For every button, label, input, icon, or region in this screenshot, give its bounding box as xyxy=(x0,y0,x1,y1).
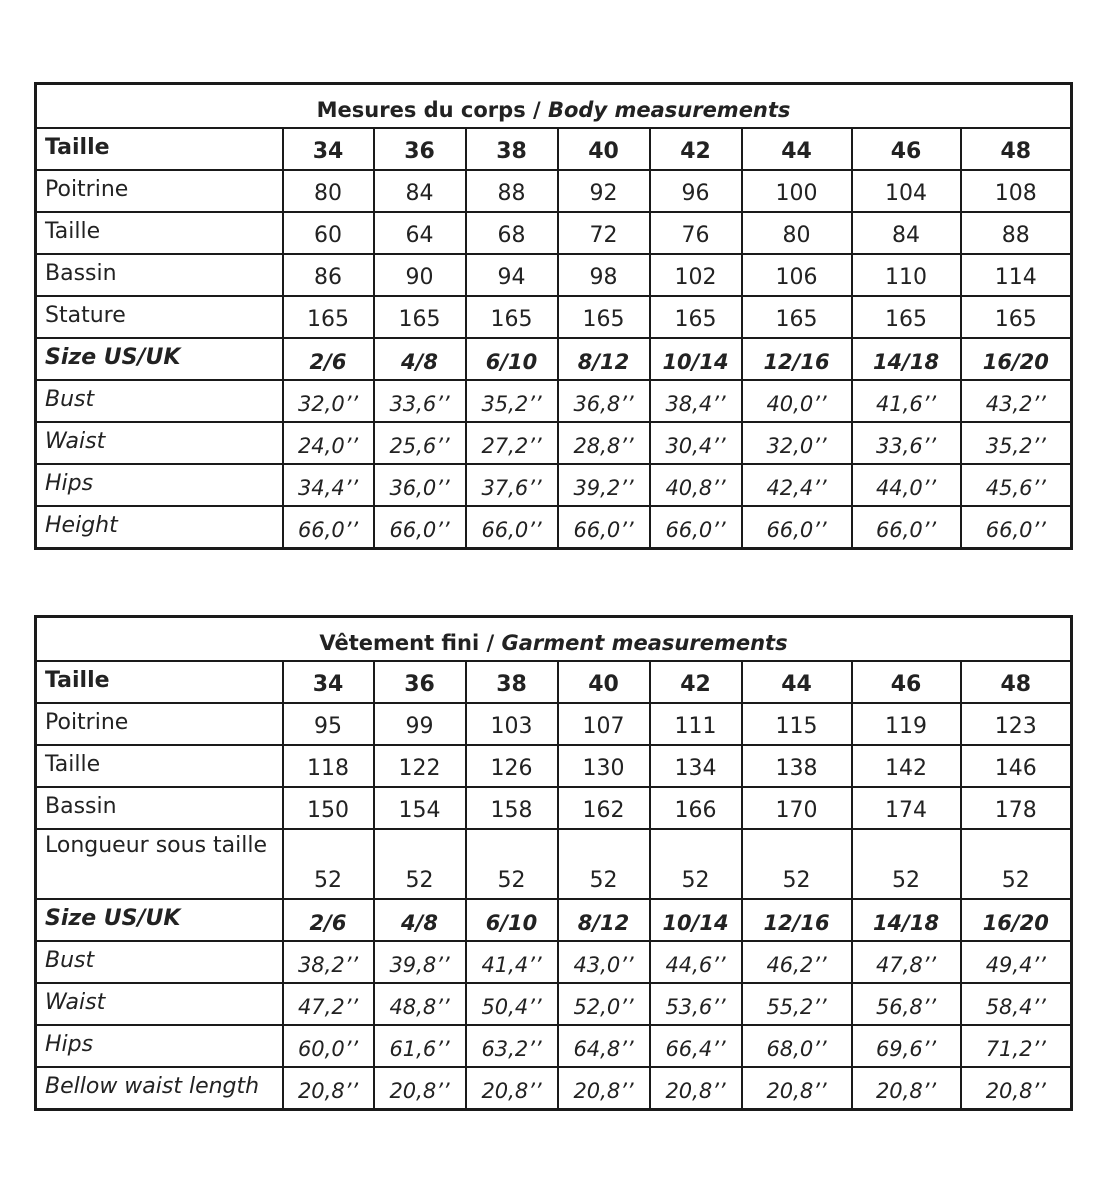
cell: 66,0’’ xyxy=(742,506,852,548)
cell: 150 xyxy=(283,787,374,829)
cell: 118 xyxy=(283,745,374,787)
cell: 94 xyxy=(466,254,558,296)
cell: 130 xyxy=(558,745,650,787)
cell: 28,8’’ xyxy=(558,422,650,464)
row-label: Taille xyxy=(36,661,283,703)
row-label: Longueur sous taille xyxy=(36,829,283,899)
row-label: Taille xyxy=(36,128,283,170)
cell: 52 xyxy=(742,829,852,899)
cell: 6/10 xyxy=(466,338,558,380)
row-label: Bassin xyxy=(36,254,283,296)
cell: 60,0’’ xyxy=(283,1025,374,1067)
cell: 80 xyxy=(742,212,852,254)
row-label: Bassin xyxy=(36,787,283,829)
cell: 39,8’’ xyxy=(374,941,466,983)
cell: 39,2’’ xyxy=(558,464,650,506)
table-row xyxy=(36,380,1072,422)
cell: 103 xyxy=(466,703,558,745)
cell: 123 xyxy=(961,703,1072,745)
table-row xyxy=(36,170,1072,212)
cell: 20,8’’ xyxy=(852,1067,961,1109)
cell: 42 xyxy=(650,128,742,170)
table-row xyxy=(36,787,1072,829)
cell: 38,2’’ xyxy=(283,941,374,983)
cell: 20,8’’ xyxy=(961,1067,1072,1109)
cell: 32,0’’ xyxy=(742,422,852,464)
cell: 68 xyxy=(466,212,558,254)
row-label: Waist xyxy=(36,422,283,464)
row-label: Hips xyxy=(36,1025,283,1067)
cell: 146 xyxy=(961,745,1072,787)
cell: 27,2’’ xyxy=(466,422,558,464)
table-row xyxy=(36,212,1072,254)
size-fr-header-row xyxy=(36,661,1072,703)
cell: 165 xyxy=(374,296,466,338)
cell: 36 xyxy=(374,661,466,703)
cell: 35,2’’ xyxy=(466,380,558,422)
row-label: Bust xyxy=(36,941,283,983)
cell: 8/12 xyxy=(558,899,650,941)
cell: 63,2’’ xyxy=(466,1025,558,1067)
cell: 46,2’’ xyxy=(742,941,852,983)
row-label: Poitrine xyxy=(36,703,283,745)
cell: 6/10 xyxy=(466,899,558,941)
cell: 40,8’’ xyxy=(650,464,742,506)
cell: 44 xyxy=(742,128,852,170)
table-row xyxy=(36,703,1072,745)
cell: 102 xyxy=(650,254,742,296)
cell: 76 xyxy=(650,212,742,254)
cell: 53,6’’ xyxy=(650,983,742,1025)
cell: 52 xyxy=(650,829,742,899)
cell: 38,4’’ xyxy=(650,380,742,422)
cell: 2/6 xyxy=(283,338,374,380)
cell: 45,6’’ xyxy=(961,464,1072,506)
cell: 134 xyxy=(650,745,742,787)
cell: 52 xyxy=(961,829,1072,899)
cell: 46 xyxy=(852,661,961,703)
cell: 40 xyxy=(558,661,650,703)
cell: 16/20 xyxy=(961,899,1072,941)
body-measurements-table xyxy=(34,82,1073,550)
cell: 36,0’’ xyxy=(374,464,466,506)
cell: 44,0’’ xyxy=(852,464,961,506)
cell: 50,4’’ xyxy=(466,983,558,1025)
cell: 86 xyxy=(283,254,374,296)
cell: 162 xyxy=(558,787,650,829)
row-label: Size US/UK xyxy=(36,899,283,941)
cell: 48 xyxy=(961,128,1072,170)
cell: 72 xyxy=(558,212,650,254)
table-row xyxy=(36,422,1072,464)
cell: 20,8’’ xyxy=(283,1067,374,1109)
row-label: Height xyxy=(36,506,283,548)
row-label: Size US/UK xyxy=(36,338,283,380)
cell: 170 xyxy=(742,787,852,829)
cell: 96 xyxy=(650,170,742,212)
table-row xyxy=(36,983,1072,1025)
table-row xyxy=(36,254,1072,296)
cell: 42,4’’ xyxy=(742,464,852,506)
cell: 43,2’’ xyxy=(961,380,1072,422)
cell: 41,4’’ xyxy=(466,941,558,983)
cell: 37,6’’ xyxy=(466,464,558,506)
cell: 165 xyxy=(558,296,650,338)
cell: 178 xyxy=(961,787,1072,829)
row-label: Poitrine xyxy=(36,170,283,212)
cell: 34 xyxy=(283,128,374,170)
cell: 165 xyxy=(650,296,742,338)
cell: 36 xyxy=(374,128,466,170)
cell: 4/8 xyxy=(374,338,466,380)
cell: 138 xyxy=(742,745,852,787)
cell: 46 xyxy=(852,128,961,170)
cell: 24,0’’ xyxy=(283,422,374,464)
cell: 34,4’’ xyxy=(283,464,374,506)
cell: 166 xyxy=(650,787,742,829)
cell: 10/14 xyxy=(650,338,742,380)
cell: 48,8’’ xyxy=(374,983,466,1025)
cell: 30,4’’ xyxy=(650,422,742,464)
row-label: Taille xyxy=(36,212,283,254)
cell: 44,6’’ xyxy=(650,941,742,983)
cell: 165 xyxy=(961,296,1072,338)
cell: 8/12 xyxy=(558,338,650,380)
cell: 114 xyxy=(961,254,1072,296)
cell: 66,0’’ xyxy=(466,506,558,548)
cell: 61,6’’ xyxy=(374,1025,466,1067)
cell: 20,8’’ xyxy=(374,1067,466,1109)
table-row xyxy=(36,941,1072,983)
cell: 33,6’’ xyxy=(374,380,466,422)
cell: 100 xyxy=(742,170,852,212)
cell: 47,8’’ xyxy=(852,941,961,983)
cell: 20,8’’ xyxy=(466,1067,558,1109)
cell: 64 xyxy=(374,212,466,254)
cell: 44 xyxy=(742,661,852,703)
cell: 34 xyxy=(283,661,374,703)
cell: 32,0’’ xyxy=(283,380,374,422)
cell: 98 xyxy=(558,254,650,296)
table-row xyxy=(36,464,1072,506)
cell: 66,0’’ xyxy=(283,506,374,548)
cell: 48 xyxy=(961,661,1072,703)
cell: 174 xyxy=(852,787,961,829)
cell: 126 xyxy=(466,745,558,787)
cell: 111 xyxy=(650,703,742,745)
cell: 95 xyxy=(283,703,374,745)
cell: 42 xyxy=(650,661,742,703)
table-title-row xyxy=(36,84,1072,129)
cell: 4/8 xyxy=(374,899,466,941)
cell: 106 xyxy=(742,254,852,296)
cell: 41,6’’ xyxy=(852,380,961,422)
table-row xyxy=(36,829,1072,899)
cell: 71,2’’ xyxy=(961,1025,1072,1067)
cell: 66,0’’ xyxy=(374,506,466,548)
cell: 80 xyxy=(283,170,374,212)
cell: 35,2’’ xyxy=(961,422,1072,464)
cell: 69,6’’ xyxy=(852,1025,961,1067)
table-row xyxy=(36,1025,1072,1067)
cell: 66,0’’ xyxy=(852,506,961,548)
cell: 66,4’’ xyxy=(650,1025,742,1067)
cell: 154 xyxy=(374,787,466,829)
cell: 90 xyxy=(374,254,466,296)
cell: 38 xyxy=(466,128,558,170)
cell: 107 xyxy=(558,703,650,745)
cell: 165 xyxy=(466,296,558,338)
cell: 52 xyxy=(852,829,961,899)
table-row xyxy=(36,745,1072,787)
table-title-row xyxy=(36,617,1072,662)
cell: 40 xyxy=(558,128,650,170)
cell: 158 xyxy=(466,787,558,829)
cell: 60 xyxy=(283,212,374,254)
cell: 10/14 xyxy=(650,899,742,941)
cell: 33,6’’ xyxy=(852,422,961,464)
garment-measurements-table xyxy=(34,615,1073,1111)
row-label: Waist xyxy=(36,983,283,1025)
cell: 88 xyxy=(466,170,558,212)
cell: 20,8’’ xyxy=(742,1067,852,1109)
cell: 122 xyxy=(374,745,466,787)
cell: 142 xyxy=(852,745,961,787)
cell: 20,8’’ xyxy=(650,1067,742,1109)
cell: 92 xyxy=(558,170,650,212)
row-label: Bellow waist length xyxy=(36,1067,283,1109)
cell: 14/18 xyxy=(852,899,961,941)
table-row xyxy=(36,296,1072,338)
cell: 43,0’’ xyxy=(558,941,650,983)
cell: 36,8’’ xyxy=(558,380,650,422)
cell: 55,2’’ xyxy=(742,983,852,1025)
table-title: Mesures du corps / Body measurements xyxy=(36,84,1072,129)
cell: 58,4’’ xyxy=(961,983,1072,1025)
cell: 12/16 xyxy=(742,899,852,941)
cell: 66,0’’ xyxy=(961,506,1072,548)
row-label: Taille xyxy=(36,745,283,787)
cell: 12/16 xyxy=(742,338,852,380)
cell: 25,6’’ xyxy=(374,422,466,464)
table-row xyxy=(36,506,1072,548)
cell: 99 xyxy=(374,703,466,745)
cell: 66,0’’ xyxy=(558,506,650,548)
cell: 52,0’’ xyxy=(558,983,650,1025)
cell: 14/18 xyxy=(852,338,961,380)
cell: 165 xyxy=(742,296,852,338)
cell: 20,8’’ xyxy=(558,1067,650,1109)
cell: 2/6 xyxy=(283,899,374,941)
cell: 64,8’’ xyxy=(558,1025,650,1067)
cell: 66,0’’ xyxy=(650,506,742,548)
cell: 16/20 xyxy=(961,338,1072,380)
cell: 110 xyxy=(852,254,961,296)
cell: 68,0’’ xyxy=(742,1025,852,1067)
cell: 108 xyxy=(961,170,1072,212)
cell: 84 xyxy=(374,170,466,212)
cell: 56,8’’ xyxy=(852,983,961,1025)
cell: 84 xyxy=(852,212,961,254)
cell: 104 xyxy=(852,170,961,212)
cell: 115 xyxy=(742,703,852,745)
cell: 52 xyxy=(374,829,466,899)
cell: 49,4’’ xyxy=(961,941,1072,983)
row-label: Stature xyxy=(36,296,283,338)
size-us-uk-header-row xyxy=(36,338,1072,380)
cell: 38 xyxy=(466,661,558,703)
cell: 88 xyxy=(961,212,1072,254)
size-us-uk-header-row xyxy=(36,899,1072,941)
table-row xyxy=(36,1067,1072,1109)
cell: 52 xyxy=(558,829,650,899)
cell: 47,2’’ xyxy=(283,983,374,1025)
row-label: Bust xyxy=(36,380,283,422)
cell: 165 xyxy=(852,296,961,338)
cell: 165 xyxy=(283,296,374,338)
table-title: Vêtement fini / Garment measurements xyxy=(36,617,1072,662)
cell: 119 xyxy=(852,703,961,745)
cell: 52 xyxy=(466,829,558,899)
cell: 40,0’’ xyxy=(742,380,852,422)
cell: 52 xyxy=(283,829,374,899)
row-label: Hips xyxy=(36,464,283,506)
size-fr-header-row xyxy=(36,128,1072,170)
